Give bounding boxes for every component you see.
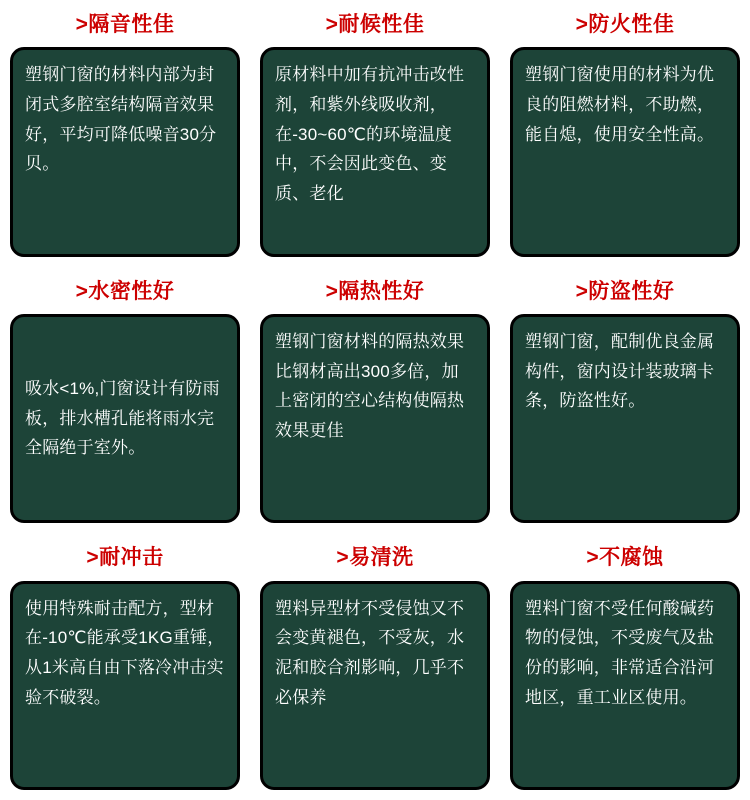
feature-card-title — [326, 279, 425, 304]
feature-card-body — [510, 314, 740, 523]
title-text: 不腐蚀 — [599, 546, 664, 570]
feature-card-body — [260, 314, 490, 523]
feature-card-title — [76, 12, 175, 37]
feature-card-body — [260, 581, 490, 790]
feature-card-title — [336, 545, 413, 570]
feature-card-corrosion-resistance — [500, 533, 750, 800]
feature-card-body — [260, 47, 490, 256]
title-caret-icon: > — [586, 546, 600, 570]
title-text: 隔热性好 — [338, 279, 425, 303]
title-text: 耐候性佳 — [338, 13, 425, 36]
feature-card-title — [86, 545, 163, 570]
feature-card-title — [576, 12, 675, 37]
feature-card-thermal-insulation — [250, 267, 500, 534]
title-caret-icon: > — [575, 13, 589, 36]
feature-card-text: 塑钢门窗，配制优良金属构件，窗内设计装玻璃卡条，防盗性好。 — [525, 331, 715, 411]
feature-card-text: 使用特殊耐击配方，型材在-10℃能承受1KG重锤，从1米高自由下落冷冲击实验不破裂。 — [25, 598, 225, 707]
title-text: 易清洗 — [349, 546, 414, 570]
feature-card-text: 吸水<1%,门窗设计有防雨板，排水槽孔能将雨水完全隔绝于室外。 — [25, 378, 220, 458]
title-caret-icon: > — [325, 279, 339, 303]
feature-card-body — [10, 314, 240, 523]
title-caret-icon: > — [325, 13, 339, 36]
feature-card-body — [510, 47, 740, 256]
title-caret-icon: > — [336, 546, 350, 570]
feature-card-sound-insulation — [0, 0, 250, 267]
feature-card-text: 塑钢门窗材料的隔热效果比钢材高出300多倍，加上密闭的空心结构使隔热效果更佳 — [275, 331, 465, 441]
feature-card-title — [326, 12, 425, 37]
feature-card-text: 塑钢门窗的材料内部为封闭式多腔室结构隔音效果好，平均可降低噪音30分贝。 — [25, 65, 217, 174]
feature-card-body — [10, 47, 240, 256]
feature-card-title — [76, 279, 175, 304]
feature-card-text: 塑料门窗不受任何酸碱药物的侵蚀，不受废气及盐份的影响，非常适合沿河地区，重工业区使用。 — [525, 598, 715, 707]
title-caret-icon: > — [575, 279, 589, 303]
feature-card-title — [586, 545, 663, 570]
title-text: 水密性好 — [88, 279, 175, 303]
title-caret-icon: > — [86, 546, 100, 570]
title-caret-icon: > — [75, 279, 89, 303]
title-text: 隔音性佳 — [88, 13, 175, 36]
title-text: 耐冲击 — [99, 546, 164, 570]
title-caret-icon: > — [75, 13, 89, 36]
feature-card-impact-resistance — [0, 533, 250, 800]
feature-card-body — [510, 581, 740, 790]
feature-card-text: 塑钢门窗使用的材料为优良的阻燃材料，不助燃，能自熄，使用安全性高。 — [525, 65, 715, 144]
title-text: 防火性佳 — [588, 13, 675, 36]
feature-card-water-tightness — [0, 267, 250, 534]
feature-card-title — [576, 279, 675, 304]
feature-card-text: 原材料中加有抗冲击改性剂，和紫外线吸收剂，在-30~60℃的环境温度中，不会因此变色、变质、老化 — [275, 65, 465, 204]
feature-card-weather-resistance — [250, 0, 500, 267]
feature-card-burglar-resistance — [500, 267, 750, 534]
feature-card-easy-cleaning — [250, 533, 500, 800]
feature-card-fire-resistance — [500, 0, 750, 267]
title-text: 防盗性好 — [588, 279, 675, 303]
feature-card-text: 塑料异型材不受侵蚀又不会变黄褪色，不受灰，水泥和胶合剂影响，几乎不必保养 — [275, 598, 465, 707]
feature-card-body — [10, 581, 240, 790]
